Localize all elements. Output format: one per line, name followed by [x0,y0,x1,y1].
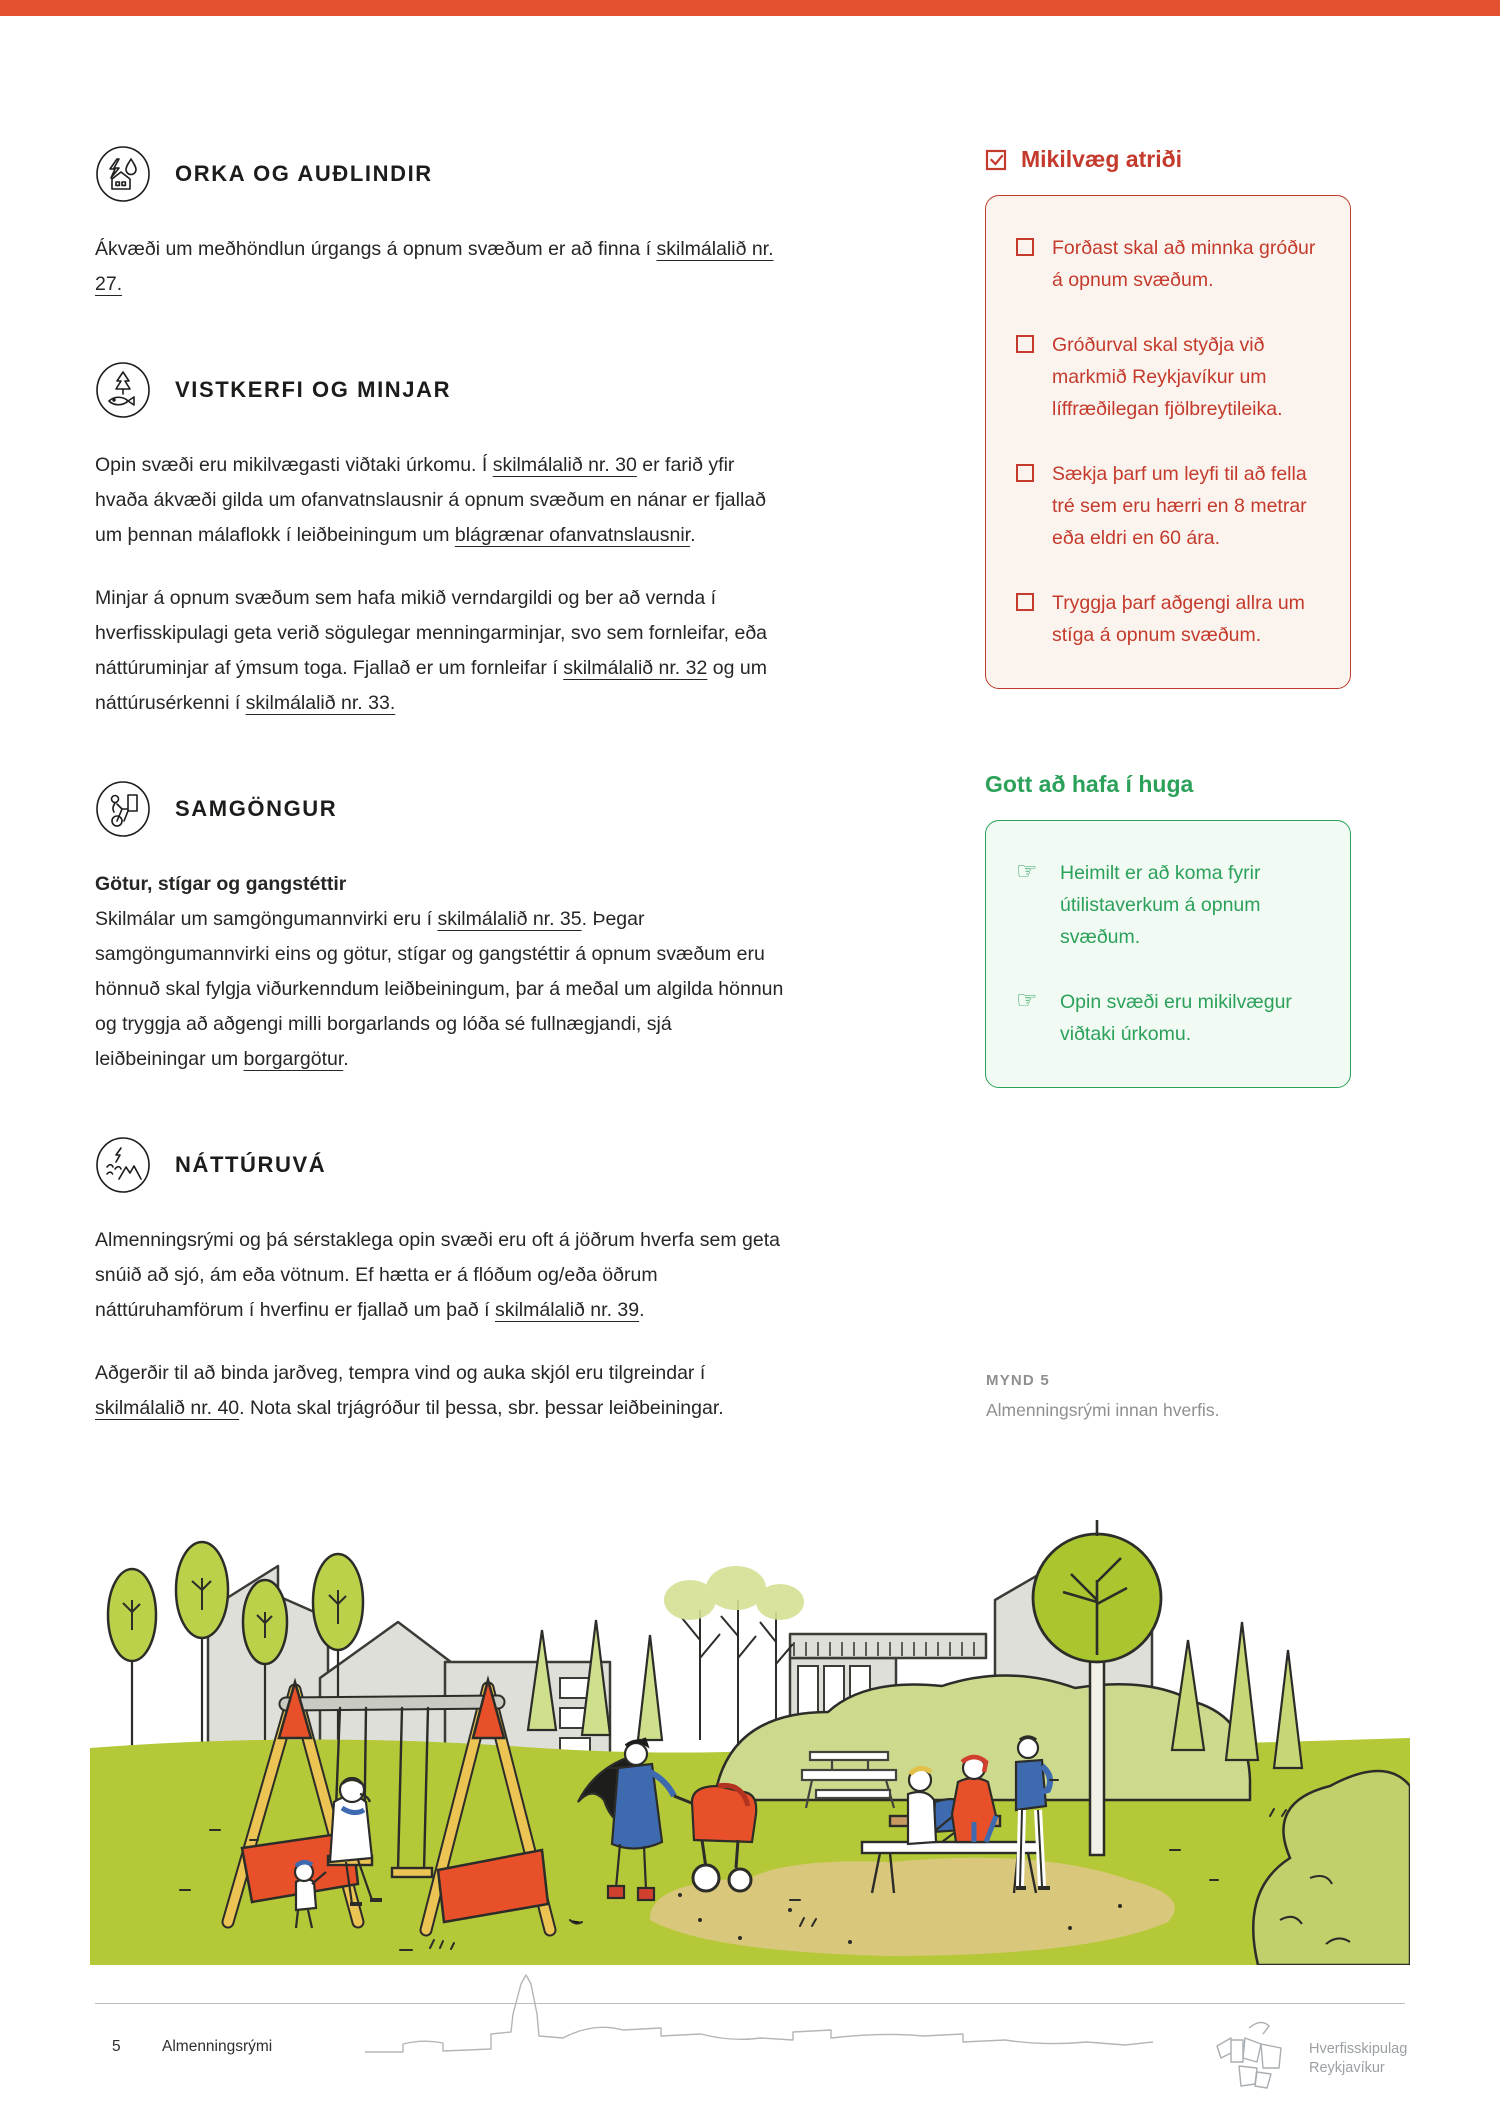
transport-icon [95,781,151,837]
text-run: er farið yfir hvaða ákvæði gilda um ofanvatnslausnir á opnum svæðum en nánar er fjallað um þennan málaflokk í leiðbeiningum um [95,454,766,546]
important-item [1016,232,1322,296]
reykjavik-logo-icon [1205,2016,1297,2102]
sidebar-column [985,146,1351,1088]
section-vistkerfi-og-minjar [95,362,785,721]
section-samgongur [95,781,785,1077]
text-run: . Nota skal trjágróður til þessa, sbr. þessar leiðbeiningar. [239,1397,724,1419]
page-number: 5 [112,2038,121,2055]
pointing-hand-icon: ☞ [1016,858,1038,885]
sub-heading: Götur, stígar og gangstéttir [95,873,347,895]
tips-title: Gott að hafa í huga [985,771,1194,797]
important-item-text: Tryggja þarf aðgengi allra um stíga á opnum svæðum. [1052,592,1305,646]
inline-link[interactable]: blágrænar ofanvatnslausnir [454,524,691,546]
paragraph [95,448,785,553]
important-item-text: Forðast skal að minnka gróður á opnum svæðum. [1052,237,1316,291]
text-run: . Þegar samgöngumannvirki eins og götur, stígar og gangstéttir á opnum svæðum eru hönnuð skal fylgja viðurkenndum leiðbeiningum, þar á meðal um algilda hönnun og tryggja að aðgengi milli borgarlands og lóða sé fullnægjandi, sjá leiðbeiningar um [95,908,784,1070]
paragraph [95,232,785,302]
chapter-color-bar [0,0,1500,16]
section-title: VISTKERFI OG MINJAR [175,377,452,402]
checkbox-icon [1016,593,1034,611]
important-items-header [985,146,1351,173]
tip-item [1016,986,1322,1050]
inline-link[interactable]: skilmálalið nr. 33. [245,692,396,714]
natural-hazard-icon [95,1137,151,1193]
text-run: Skilmálar um samgöngumannvirki eru í [95,908,438,930]
checked-checkbox-icon [985,149,1007,171]
inline-link[interactable]: skilmálalið nr. 27. [95,238,774,295]
footer-section-name: Almenningsrými [162,2038,273,2055]
figure-label: MYND 5 [986,1372,1050,1389]
paragraph [95,1223,785,1328]
text-run: . [639,1299,645,1321]
important-items-title: Mikilvæg atriði [1021,146,1183,172]
paragraph [95,581,785,721]
main-column [95,146,785,1486]
text-run: Minjar á opnum svæðum sem hafa mikið verndargildi og ber að vernda í hverfisskipulagi geta verið sögulegar menningarminjar, svo sem fornleifar, eða náttúruminjar af ýmsum toga. Fjallað er um fornleifar í [95,587,768,679]
section-title: SAMGÖNGUR [175,796,338,821]
logo-text-line2: Reykjavíkur [1309,2060,1385,2076]
checkbox-icon [1016,238,1034,256]
text-run: Ákvæði um meðhöndlun úrgangs á opnum svæðum er að finna í [95,238,657,260]
text-run: Opin svæði eru mikilvægasti viðtaki úrkomu. Í [95,454,493,476]
important-items-box [985,195,1351,689]
park-illustration [90,1450,1410,1965]
important-item [1016,329,1322,425]
ecosystem-and-relics-icon [95,362,151,418]
paragraph [95,902,785,1077]
energy-and-resources-icon [95,146,151,202]
tips-box [985,820,1351,1088]
important-item-text: Gróðurval skal styðja við markmið Reykjavíkur um líffræðilegan fjölbreytileika. [1052,334,1283,420]
paragraph [95,1356,785,1426]
inline-link[interactable]: borgargötur [243,1048,344,1070]
important-item [1016,458,1322,554]
pointing-hand-icon: ☞ [1016,987,1038,1014]
tip-item-text: Heimilt er að koma fyrir útilistaverkum á opnum svæðum. [1060,862,1261,948]
section-orka-og-audlindir [95,146,785,302]
important-item [1016,587,1322,651]
section-title: ORKA OG AUÐLINDIR [175,161,433,186]
text-run: og um náttúrusérkenni í [95,657,767,714]
inline-link[interactable]: skilmálalið nr. 30 [492,454,637,476]
text-run: . [343,1048,349,1070]
tip-item [1016,857,1322,953]
section-natturuva [95,1137,785,1426]
important-item-text: Sækja þarf um leyfi til að fella tré sem eru hærri en 8 metrar eða eldri en 60 ára. [1052,463,1307,549]
logo-text-line1: Hverfisskipulag [1309,2041,1408,2057]
checkbox-icon [1016,464,1034,482]
inline-link[interactable]: skilmálalið nr. 39 [494,1299,640,1321]
inline-link[interactable]: skilmálalið nr. 32 [563,657,708,679]
section-title: NÁTTÚRUVÁ [175,1152,327,1177]
inline-link[interactable]: skilmálalið nr. 35 [437,908,582,930]
text-run: Aðgerðir til að binda jarðveg, tempra vind og auka skjól eru tilgreindar í [95,1362,706,1384]
text-run: Almenningsrými og þá sérstaklega opin svæði eru oft á jöðrum hverfa sem geta snúið að sjó, ám eða vötnum. Ef hætta er á flóðum og/eða öðrum náttúruhamförum í hverfinu er fjallað um það í [95,1229,781,1321]
tips-header [985,771,1351,798]
figure-caption-text: Almenningsrými innan hverfis. [986,1400,1220,1420]
inline-link[interactable]: skilmálalið nr. 40 [95,1397,240,1419]
figure-caption [986,1372,1346,1423]
city-skyline-sketch [365,1972,1155,2067]
checkbox-icon [1016,335,1034,353]
text-run: . [690,524,696,546]
publisher-logo [1205,2016,1407,2102]
tip-item-text: Opin svæði eru mikilvægur viðtaki úrkomu. [1060,991,1292,1045]
